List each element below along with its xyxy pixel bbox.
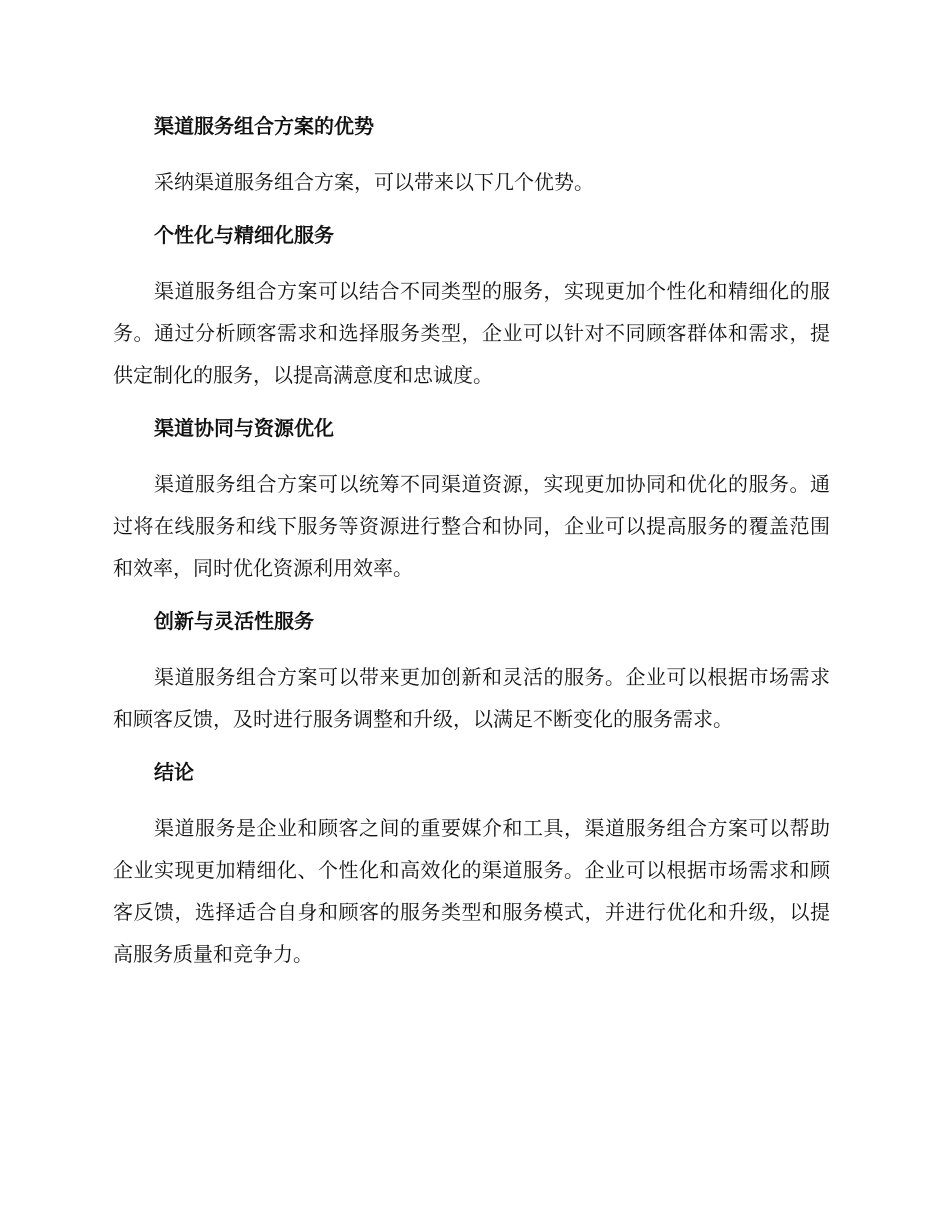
- section-paragraph-innovation: 渠道服务组合方案可以带来更加创新和灵活的服务。企业可以根据市场需求和顾客反馈，及时进行服务调整和升级，以满足不断变化的服务需求。: [113, 665, 830, 731]
- section-paragraph-conclusion: 渠道服务是企业和顾客之间的重要媒介和工具，渠道服务组合方案可以帮助企业实现更加精细化、个性化和高效化的渠道服务。企业可以根据市场需求和顾客反馈，选择适合自身和顾客的服务类型和服务模式，并进行优化和升级，以提高服务质量和竞争力。: [113, 816, 830, 966]
- section-paragraph-personalization: 渠道服务组合方案可以结合不同类型的服务，实现更加个性化和精细化的服务。通过分析顾客需求和选择服务类型，企业可以针对不同顾客群体和需求，提供定制化的服务，以提高满意度和忠诚度。: [113, 279, 830, 387]
- section-heading-advantages: 渠道服务组合方案的优势: [154, 114, 374, 138]
- section-paragraph-advantages: 采纳渠道服务组合方案，可以带来以下几个优势。: [154, 170, 594, 194]
- section-heading-personalization: 个性化与精细化服务: [154, 223, 334, 247]
- section-heading-innovation: 创新与灵活性服务: [154, 609, 314, 633]
- section-paragraph-channel-synergy: 渠道服务组合方案可以统筹不同渠道资源，实现更加协同和优化的服务。通过将在线服务和线下服务等资源进行整合和协同，企业可以提高服务的覆盖范围和效率，同时优化资源利用效率。: [113, 472, 830, 580]
- document-page: [113, 106, 830, 975]
- section-heading-conclusion: 结论: [154, 760, 194, 784]
- section-heading-channel-synergy: 渠道协同与资源优化: [154, 416, 334, 440]
